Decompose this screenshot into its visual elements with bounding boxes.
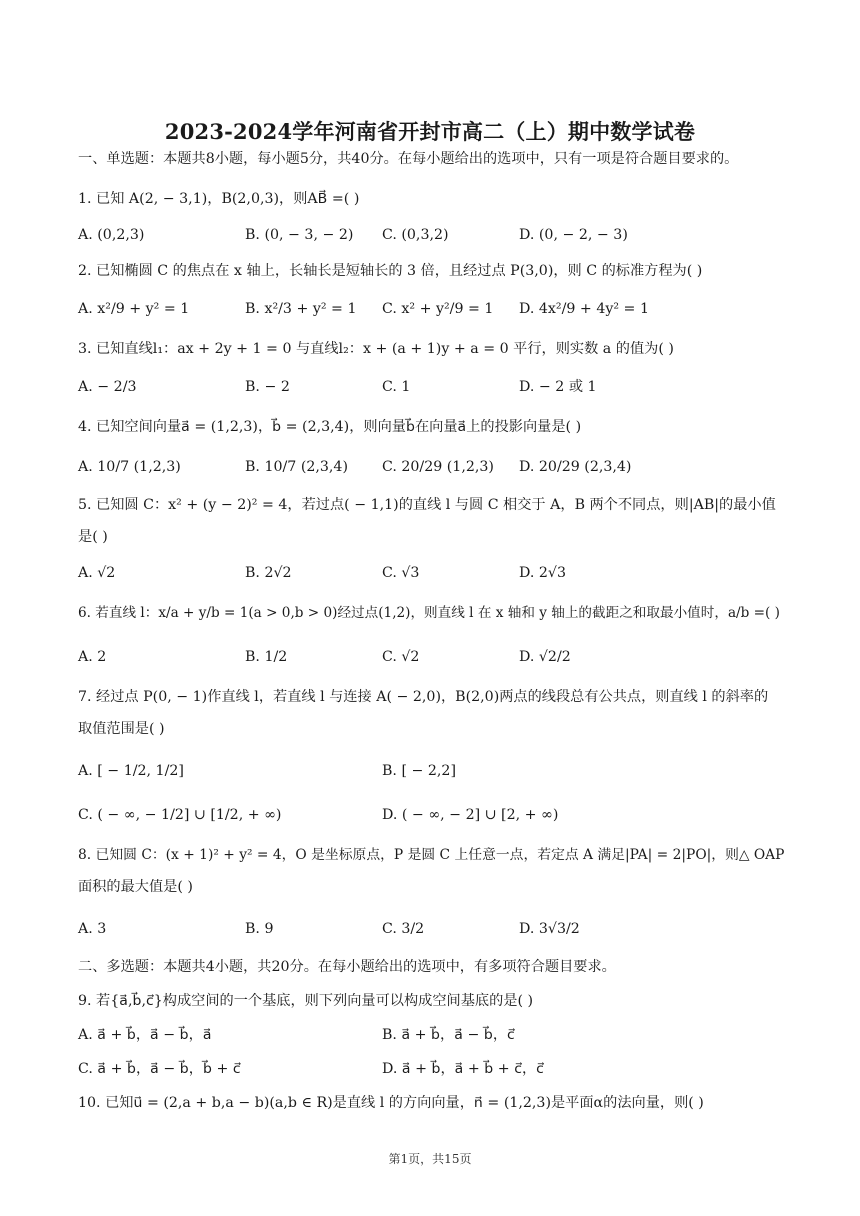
question-3: 3. 已知直线l₁：ax + 2y + 1 = 0 与直线l₂：x + (a + 1)y + a = 0 平行，则实数 a 的值为( ) — [78, 341, 674, 357]
question-5-continued: 是( ) — [78, 529, 108, 545]
question-8: 8. 已知圆 C：(x + 1)² + y² = 4，O 是坐标原点，P 是圆 C 上任意一点，若定点 A 满足|PA| = 2|PO|，则△ OAP — [78, 847, 785, 863]
question-1: 1. 已知 A(2, − 3,1)，B(2,0,3)，则AB⃗ =( ) — [78, 191, 360, 207]
question-5: 5. 已知圆 C：x² + (y − 2)² = 4，若过点( − 1,1)的直线 l 与圆 C 相交于 A，B 两个不同点，则|AB|的最小值 — [78, 497, 776, 513]
q3-option-a: A. − 2/3 — [78, 379, 137, 395]
q1-option-a: A. (0,2,3) — [78, 227, 145, 243]
question-2: 2. 已知椭圆 C 的焦点在 x 轴上，长轴长是短轴长的 3 倍，且经过点 P(3,0)，则 C 的标准方程为( ) — [78, 263, 703, 279]
q4-option-c: C. 20/29 (1,2,3) — [382, 459, 494, 475]
q1-option-c: C. (0,3,2) — [382, 227, 449, 243]
q2-option-c: C. x² + y²/9 = 1 — [382, 301, 494, 317]
page-footer: 第1页，共15页 — [388, 1152, 472, 1166]
section-heading-multiple-choice: 二、多选题：本题共4小题，共20分。在每小题给出的选项中，有多项符合题目要求。 — [78, 959, 616, 975]
q7-option-d: D. ( − ∞, − 2] ∪ [2, + ∞) — [382, 807, 559, 823]
question-6: 6. 若直线 l：x/a + y/b = 1(a > 0,b > 0)经过点(1,2)，则直线 l 在 x 轴和 y 轴上的截距之和取最小值时，a/b =( ) — [78, 605, 780, 621]
q7-option-b: B. [ − 2,2] — [382, 763, 456, 779]
q3-option-d: D. − 2 或 1 — [519, 379, 597, 395]
q6-option-b: B. 1/2 — [245, 649, 288, 665]
q9-option-b: B. a⃗ + b⃗，a⃗ − b⃗，c⃗ — [382, 1027, 515, 1043]
q4-option-d: D. 20/29 (2,3,4) — [519, 459, 632, 475]
q5-option-b: B. 2√2 — [245, 565, 292, 581]
q5-option-c: C. √3 — [382, 565, 420, 581]
q5-option-a: A. √2 — [78, 565, 116, 581]
q8-option-c: C. 3/2 — [382, 921, 425, 937]
q6-option-c: C. √2 — [382, 649, 420, 665]
page-title: 2023-2024学年河南省开封市高二（上）期中数学试卷 — [164, 119, 696, 144]
q2-option-d: D. 4x²/9 + 4y² = 1 — [519, 301, 649, 317]
q5-option-d: D. 2√3 — [519, 565, 566, 581]
question-7: 7. 经过点 P(0, − 1)作直线 l，若直线 l 与连接 A( − 2,0)，B(2,0)两点的线段总有公共点，则直线 l 的斜率的 — [78, 689, 769, 705]
question-9: 9. 若{a⃗,b⃗,c⃗}构成空间的一个基底，则下列向量可以构成空间基底的是( ) — [78, 993, 534, 1009]
q2-option-a: A. x²/9 + y² = 1 — [78, 301, 190, 317]
q1-option-b: B. (0, − 3, − 2) — [245, 227, 354, 243]
section-heading-single-choice: 一、单选题：本题共8小题，每小题5分，共40分。在每小题给出的选项中，只有一项是符合题目要求的。 — [78, 151, 739, 167]
q8-option-d: D. 3√3/2 — [519, 921, 580, 937]
q8-option-a: A. 3 — [78, 921, 107, 937]
q7-option-a: A. [ − 1/2, 1/2] — [78, 763, 184, 779]
q1-option-d: D. (0, − 2, − 3) — [519, 227, 628, 243]
q6-option-d: D. √2/2 — [519, 649, 571, 665]
q9-option-a: A. a⃗ + b⃗，a⃗ − b⃗，a⃗ — [78, 1027, 212, 1043]
q8-option-b: B. 9 — [245, 921, 274, 937]
q2-option-b: B. x²/3 + y² = 1 — [245, 301, 357, 317]
q3-option-c: C. 1 — [382, 379, 411, 395]
q4-option-a: A. 10/7 (1,2,3) — [78, 459, 181, 475]
q6-option-a: A. 2 — [78, 649, 107, 665]
q7-option-c: C. ( − ∞, − 1/2] ∪ [1/2, + ∞) — [78, 807, 282, 823]
question-4: 4. 已知空间向量a⃗ = (1,2,3)，b⃗ = (2,3,4)，则向量b⃗在向量a⃗上的投影向量是( ) — [78, 419, 582, 435]
question-10: 10. 已知u⃗ = (2,a + b,a − b)(a,b ∈ R)是直线 l 的方向向量，n⃗ = (1,2,3)是平面α的法向量，则( ) — [78, 1095, 704, 1111]
q9-option-d: D. a⃗ + b⃗，a⃗ + b⃗ + c⃗，c⃗ — [382, 1061, 544, 1077]
q9-option-c: C. a⃗ + b⃗，a⃗ − b⃗，b⃗ + c⃗ — [78, 1061, 241, 1077]
q3-option-b: B. − 2 — [245, 379, 290, 395]
question-7-continued: 取值范围是( ) — [78, 721, 165, 737]
q4-option-b: B. 10/7 (2,3,4) — [245, 459, 348, 475]
question-8-continued: 面积的最大值是( ) — [78, 879, 193, 895]
